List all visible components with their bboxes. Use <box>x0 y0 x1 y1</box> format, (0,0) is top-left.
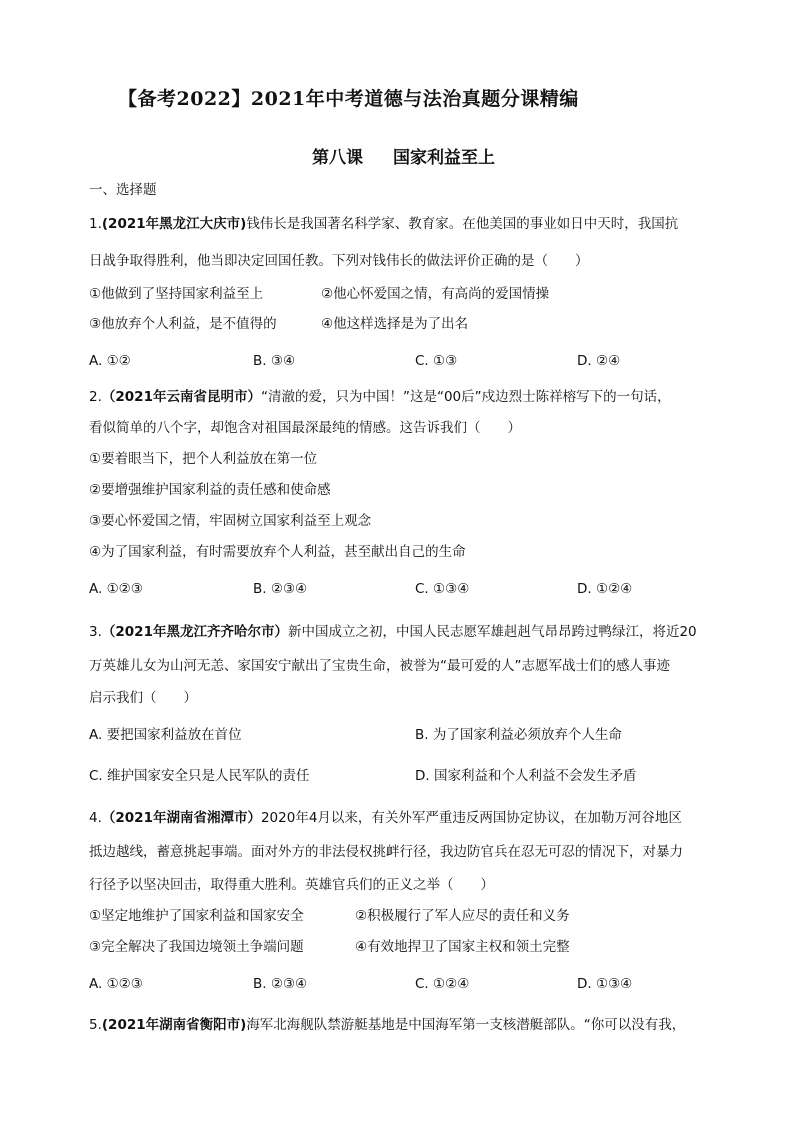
question-text: “清澈的爱，只为中国！”这是“00后”戍边烈士陈祥榕写下的一句话， <box>260 389 671 405</box>
question-number: 1. <box>89 216 102 232</box>
question-source: （2021年湖南省湘潭市） <box>101 810 261 826</box>
q4-option-b: B. ②③④ <box>253 976 308 992</box>
q2-option-d: D. ①②④ <box>577 581 633 597</box>
q2-option-b: B. ②③④ <box>253 581 308 597</box>
q4-statement-1: ①坚定地维护了国家利益和国家安全 <box>89 908 304 924</box>
q1-statement-1: ①他做到了坚持国家利益至上 <box>89 286 264 302</box>
question-1-line-1 <box>89 214 678 234</box>
q3-option-d: D. 国家利益和个人利益不会发生矛盾 <box>415 768 637 784</box>
q1-option-b: B. ③④ <box>253 353 296 369</box>
q3-option-b: B. 为了国家利益必须放弃个人生命 <box>415 727 622 743</box>
lesson-heading <box>312 143 495 168</box>
question-text: 海军北海舰队禁游艇基地是中国海军第一支核潜艇部队。“你可以没有我， <box>246 1017 686 1033</box>
q4-option-a: A. ①②③ <box>89 976 143 992</box>
question-3-line-1 <box>89 622 697 642</box>
question-1-line-2: 日战争取得胜利，他当即决定回国任教。下列对钱伟长的做法评价正确的是（ ） <box>89 253 589 269</box>
q4-option-d: D. ①③④ <box>577 976 633 992</box>
q1-option-d: D. ②④ <box>577 353 621 369</box>
q2-statement-1: ①要着眼当下，把个人利益放在第一位 <box>89 451 318 467</box>
question-2-line-1 <box>89 387 671 407</box>
question-5-line-1 <box>89 1015 685 1035</box>
q2-statement-4: ④为了国家利益，有时需要放弃个人利益，甚至献出自己的生命 <box>89 544 466 560</box>
question-text: 2020年4月以来，有关外军严重违反两国协定协议，在加勒万河谷地区 <box>260 810 682 826</box>
lesson-title: 国家利益至上 <box>393 148 495 168</box>
q4-statement-3: ③完全解决了我国边境领土争端问题 <box>89 939 304 955</box>
question-4-line-1 <box>89 808 682 828</box>
q1-statement-3: ③他放弃个人利益，是不值得的 <box>89 316 277 332</box>
q2-option-a: A. ①②③ <box>89 581 143 597</box>
q3-option-a: A. 要把国家利益放在首位 <box>89 727 242 743</box>
section-heading: 一、选择题 <box>89 182 157 198</box>
question-text: 钱伟长是我国著名科学家、教育家。在他美国的事业如日中天时，我国抗 <box>246 216 679 232</box>
question-4-line-3: 行径予以坚决回击，取得重大胜利。英雄官兵们的正义之举（ ） <box>89 877 494 893</box>
question-number: 3. <box>89 624 102 640</box>
q4-statement-4: ④有效地捍卫了国家主权和领土完整 <box>355 939 570 955</box>
question-source: (2021年湖南省衡阳市) <box>101 1017 247 1033</box>
question-source: （2021年云南省昆明市） <box>101 389 261 405</box>
question-3-line-3: 启示我们（ ） <box>89 690 197 706</box>
q1-statement-2: ②他心怀爱国之情，有高尚的爱国情操 <box>321 286 550 302</box>
q4-option-c: C. ①②④ <box>415 976 470 992</box>
q4-statement-2: ②积极履行了军人应尽的责任和义务 <box>355 908 570 924</box>
question-number: 2. <box>89 389 102 405</box>
q3-option-c: C. 维护国家安全只是人民军队的责任 <box>89 768 310 784</box>
q2-statement-3: ③要心怀爱国之情，牢固树立国家利益至上观念 <box>89 513 372 529</box>
q2-statement-2: ②要增强维护国家利益的责任感和使命感 <box>89 482 331 498</box>
question-4-line-2: 抵边越线，蓄意挑起事端。面对外方的非法侵权挑衅行径，我边防官兵在忍无可忍的情况下，对暴力 <box>89 844 683 860</box>
question-text: 新中国成立之初，中国人民志愿军雄赳赳气昂昂跨过鸭绿江，将近20 <box>287 624 697 640</box>
q1-statement-4: ④他这样选择是为了出名 <box>321 316 469 332</box>
question-2-line-2: 看似简单的八个字，却饱含对祖国最深最纯的情感。这告诉我们（ ） <box>89 420 521 436</box>
question-number: 5. <box>89 1017 102 1033</box>
q1-option-a: A. ①② <box>89 353 131 369</box>
document-title: 【备考2022】2021年中考道德与法治真题分课精编 <box>118 88 579 110</box>
question-number: 4. <box>89 810 102 826</box>
q2-option-c: C. ①③④ <box>415 581 470 597</box>
question-3-line-2: 万英雄儿女为山河无恙、家国安宁献出了宝贵生命，被誉为“最可爱的人”志愿军战士们的感人事迹 <box>89 658 670 674</box>
question-source: （2021年黑龙江齐齐哈尔市） <box>101 624 288 640</box>
question-source: (2021年黑龙江大庆市) <box>101 216 247 232</box>
lesson-number: 第八课 <box>312 148 363 168</box>
q1-option-c: C. ①③ <box>415 353 458 369</box>
